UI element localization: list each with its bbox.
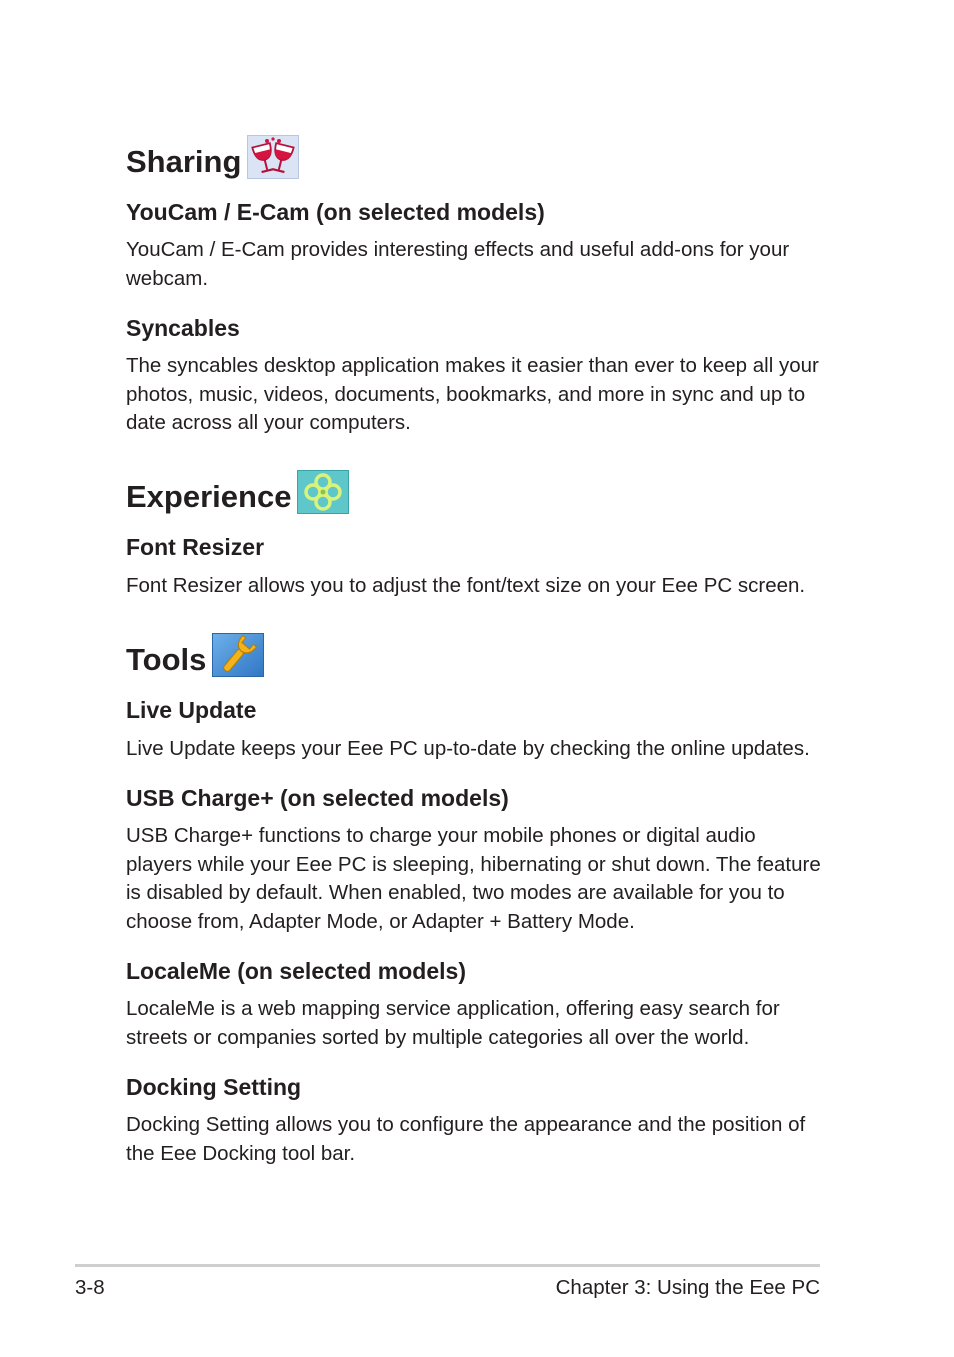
font-resizer-heading: Font Resizer [126, 534, 265, 560]
localeme-text: LocaleMe is a web mapping service application, offering easy search for streets or companies sorted by multiple categories all over the world. [126, 997, 780, 1049]
chapter-title: Chapter 3: Using the Eee PC [555, 1276, 820, 1299]
sharing-title-text: Sharing [126, 144, 242, 179]
page-number: 3-8 [75, 1276, 105, 1299]
font-resizer-text: Font Resizer allows you to adjust the font/text size on your Eee PC screen. [126, 574, 806, 597]
usb-charge-text: USB Charge+ functions to charge your mobile phones or digital audio players while your Eee PC is sleeping, hibernating or shut down. The feature is disabled by default. When enabled, two modes are available for you to choose from, Adapter Mode, or Adapter + Battery Mode. [126, 824, 821, 933]
section-title-sharing [126, 135, 299, 189]
clover-icon [297, 470, 349, 524]
docking-text: Docking Setting allows you to configure the appearance and the position of the Eee Docking tool bar. [126, 1113, 806, 1165]
localeme-heading: LocaleMe (on selected models) [126, 958, 466, 984]
footer-divider [75, 1264, 820, 1267]
section-title-tools [126, 633, 264, 687]
wine-glasses-icon [247, 135, 299, 189]
docking-heading: Docking Setting [126, 1074, 302, 1100]
syncables-text: The syncables desktop application makes it easier than ever to keep all your photos, music, videos, documents, bookmarks, and more in sync and up to date across all your computers. [126, 354, 819, 434]
usb-charge-heading: USB Charge+ (on selected models) [126, 785, 509, 811]
tools-title-text: Tools [126, 642, 207, 677]
section-title-experience [126, 470, 349, 524]
youcam-heading: YouCam / E-Cam (on selected models) [126, 199, 545, 225]
experience-title-text: Experience [126, 479, 292, 514]
wrench-icon [212, 633, 264, 687]
live-update-heading: Live Update [126, 697, 257, 723]
syncables-heading: Syncables [126, 315, 240, 341]
youcam-text: YouCam / E-Cam provides interesting effects and useful add-ons for your webcam. [126, 238, 790, 290]
live-update-text: Live Update keeps your Eee PC up-to-date by checking the online updates. [126, 737, 810, 760]
